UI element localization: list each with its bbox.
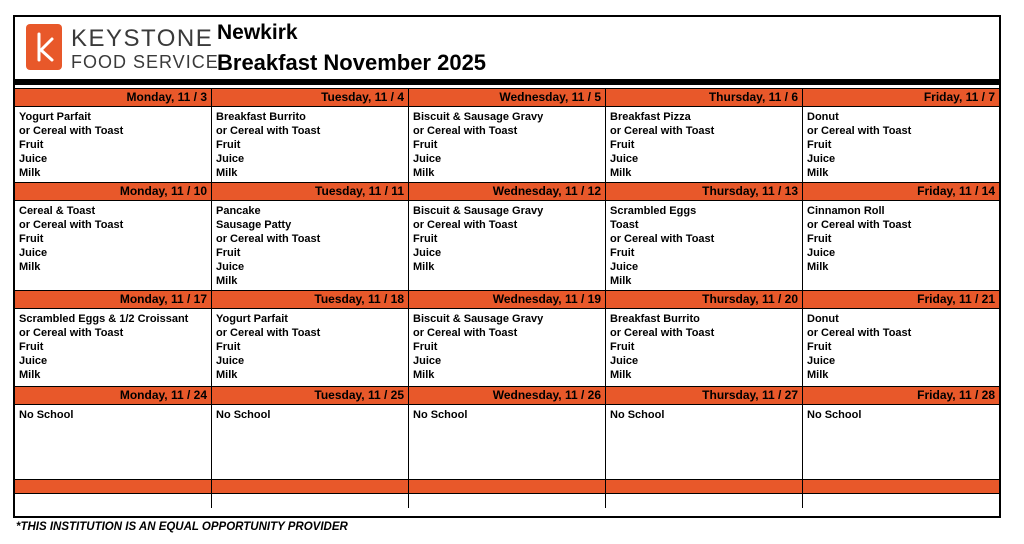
menu-item: Juice (610, 355, 639, 367)
menu-item: or Cereal with Toast (413, 327, 518, 339)
menu-item: or Cereal with Toast (610, 233, 715, 245)
empty-cell (15, 494, 212, 508)
menu-item: or Cereal with Toast (610, 327, 715, 339)
keystone-logo-icon (26, 24, 62, 70)
menu-item: Fruit (216, 247, 241, 259)
menu-item: Juice (216, 153, 245, 165)
menu-item: Fruit (216, 139, 241, 151)
menu-item: Toast (610, 219, 639, 231)
menu-item: or Cereal with Toast (807, 125, 912, 137)
menu-title: Breakfast November 2025 (217, 50, 487, 75)
day-menu (15, 309, 211, 386)
menu-item: Fruit (413, 341, 438, 353)
day-menu (803, 201, 999, 290)
week-row (15, 386, 999, 479)
menu-item: Milk (216, 275, 238, 287)
day-header: Tuesday, 11 / 25 (212, 386, 408, 405)
menu-calendar-grid (15, 88, 999, 508)
menu-item: or Cereal with Toast (19, 125, 124, 137)
day-menu (606, 107, 802, 182)
empty-cell (803, 479, 999, 494)
menu-item: Milk (807, 369, 829, 381)
menu-item: No School (807, 409, 862, 421)
empty-cell (606, 494, 803, 508)
day-cell (606, 386, 803, 479)
day-header: Monday, 11 / 24 (15, 386, 211, 405)
day-menu (409, 201, 605, 290)
menu-item: Juice (413, 153, 442, 165)
day-menu (212, 201, 408, 290)
menu-item: Milk (19, 261, 41, 273)
menu-item: Breakfast Burrito (216, 111, 306, 123)
menu-item: Fruit (807, 139, 832, 151)
day-header: Thursday, 11 / 13 (606, 182, 802, 201)
day-header: Tuesday, 11 / 18 (212, 290, 408, 309)
day-cell (606, 290, 803, 386)
menu-item: Milk (413, 369, 435, 381)
day-header: Friday, 11 / 28 (803, 386, 999, 405)
day-menu (803, 405, 999, 479)
day-menu (15, 201, 211, 290)
day-header: Wednesday, 11 / 19 (409, 290, 605, 309)
empty-row (15, 494, 999, 508)
empty-cell (15, 479, 212, 494)
menu-item: Juice (413, 247, 442, 259)
menu-item: Pancake (216, 205, 261, 217)
menu-item: Milk (610, 275, 632, 287)
menu-item: or Cereal with Toast (216, 327, 321, 339)
week-row (15, 290, 999, 386)
menu-item: Milk (216, 369, 238, 381)
menu-item: Fruit (807, 233, 832, 245)
menu-item: Juice (216, 355, 245, 367)
day-cell (15, 290, 212, 386)
menu-item: Milk (610, 167, 632, 179)
menu-item: Juice (807, 153, 836, 165)
menu-item: or Cereal with Toast (19, 219, 124, 231)
day-header: Friday, 11 / 21 (803, 290, 999, 309)
day-cell (803, 88, 999, 182)
day-cell (15, 386, 212, 479)
menu-item: Donut (807, 313, 839, 325)
menu-item: Biscuit & Sausage Gravy (413, 313, 544, 325)
empty-cell (409, 479, 606, 494)
day-menu (803, 309, 999, 386)
day-cell (212, 88, 409, 182)
menu-item: Juice (807, 247, 836, 259)
menu-item: Fruit (216, 341, 241, 353)
day-cell (212, 182, 409, 290)
day-header: Wednesday, 11 / 5 (409, 88, 605, 107)
day-cell (409, 88, 606, 182)
menu-item: Fruit (413, 233, 438, 245)
day-header: Thursday, 11 / 20 (606, 290, 802, 309)
menu-item: or Cereal with Toast (216, 125, 321, 137)
day-cell (15, 182, 212, 290)
menu-frame (13, 15, 1001, 518)
day-cell (803, 290, 999, 386)
brand-subtitle: FOOD SERVICE (71, 52, 219, 72)
day-cell (409, 182, 606, 290)
menu-item: Cinnamon Roll (807, 205, 885, 217)
menu-item: or Cereal with Toast (610, 125, 715, 137)
day-header: Thursday, 11 / 27 (606, 386, 802, 405)
menu-item: Juice (216, 261, 245, 273)
header-divider (15, 79, 999, 85)
menu-item: Breakfast Pizza (610, 111, 691, 123)
menu-item: Fruit (19, 139, 44, 151)
day-header: Wednesday, 11 / 26 (409, 386, 605, 405)
empty-cell (606, 479, 803, 494)
empty-cell (212, 494, 409, 508)
day-menu (212, 309, 408, 386)
day-cell (803, 386, 999, 479)
day-menu (606, 201, 802, 290)
week-row (15, 182, 999, 290)
day-header: Monday, 11 / 3 (15, 88, 211, 107)
menu-item: or Cereal with Toast (807, 219, 912, 231)
menu-item: Sausage Patty (216, 219, 292, 231)
menu-item: Yogurt Parfait (216, 313, 288, 325)
day-cell (212, 386, 409, 479)
day-header: Friday, 11 / 14 (803, 182, 999, 201)
day-menu (15, 405, 211, 479)
menu-item: No School (610, 409, 665, 421)
day-menu (409, 107, 605, 182)
menu-item: or Cereal with Toast (19, 327, 124, 339)
menu-item: Fruit (610, 139, 635, 151)
day-cell (803, 182, 999, 290)
menu-item: Yogurt Parfait (19, 111, 91, 123)
menu-item: Juice (413, 355, 442, 367)
day-menu (409, 405, 605, 479)
day-menu (606, 309, 802, 386)
menu-item: Milk (19, 167, 41, 179)
brand-name: KEYSTONE (71, 25, 214, 52)
menu-header (15, 17, 999, 81)
menu-item: Milk (807, 261, 829, 273)
menu-item: Milk (413, 167, 435, 179)
day-header: Thursday, 11 / 6 (606, 88, 802, 107)
day-header: Tuesday, 11 / 4 (212, 88, 408, 107)
menu-item: Fruit (610, 247, 635, 259)
menu-item: Juice (610, 261, 639, 273)
menu-item: Breakfast Burrito (610, 313, 700, 325)
day-cell (409, 386, 606, 479)
menu-item: or Cereal with Toast (216, 233, 321, 245)
menu-item: Biscuit & Sausage Gravy (413, 205, 544, 217)
day-menu (606, 405, 802, 479)
week-row (15, 88, 999, 182)
menu-item: Juice (610, 153, 639, 165)
menu-item: or Cereal with Toast (413, 125, 518, 137)
empty-cell (803, 494, 999, 508)
day-header: Monday, 11 / 17 (15, 290, 211, 309)
menu-item: Cereal & Toast (19, 205, 96, 217)
menu-item: Biscuit & Sausage Gravy (413, 111, 544, 123)
menu-item: No School (19, 409, 74, 421)
empty-cell (212, 479, 409, 494)
day-cell (15, 88, 212, 182)
menu-item: Fruit (19, 233, 44, 245)
menu-item: Milk (807, 167, 829, 179)
school-name: Newkirk (217, 21, 298, 44)
menu-item: No School (216, 409, 271, 421)
day-header: Monday, 11 / 10 (15, 182, 211, 201)
menu-item: or Cereal with Toast (413, 219, 518, 231)
menu-item: Fruit (807, 341, 832, 353)
day-cell (606, 182, 803, 290)
day-cell (212, 290, 409, 386)
day-header: Tuesday, 11 / 11 (212, 182, 408, 201)
menu-item: Juice (807, 355, 836, 367)
menu-item: Fruit (19, 341, 44, 353)
menu-item: Milk (216, 167, 238, 179)
day-menu (409, 309, 605, 386)
menu-item: Milk (19, 369, 41, 381)
day-cell (606, 88, 803, 182)
menu-item: Milk (610, 369, 632, 381)
menu-item: Fruit (413, 139, 438, 151)
menu-item: Juice (19, 355, 48, 367)
menu-item: Scrambled Eggs & 1/2 Croissant (19, 313, 189, 325)
menu-item: Juice (19, 247, 48, 259)
day-menu (15, 107, 211, 182)
day-header: Wednesday, 11 / 12 (409, 182, 605, 201)
empty-header-row (15, 479, 999, 494)
menu-item: No School (413, 409, 468, 421)
menu-item: Scrambled Eggs (610, 205, 697, 217)
day-menu (212, 405, 408, 479)
day-header: Friday, 11 / 7 (803, 88, 999, 107)
day-menu (803, 107, 999, 182)
day-cell (409, 290, 606, 386)
menu-item: Fruit (610, 341, 635, 353)
empty-cell (409, 494, 606, 508)
menu-item: or Cereal with Toast (807, 327, 912, 339)
menu-item: Juice (19, 153, 48, 165)
menu-item: Donut (807, 111, 839, 123)
menu-item: Milk (413, 261, 435, 273)
day-menu (212, 107, 408, 182)
equal-opportunity-notice: *THIS INSTITUTION IS AN EQUAL OPPORTUNITY PROVIDER (16, 521, 348, 533)
